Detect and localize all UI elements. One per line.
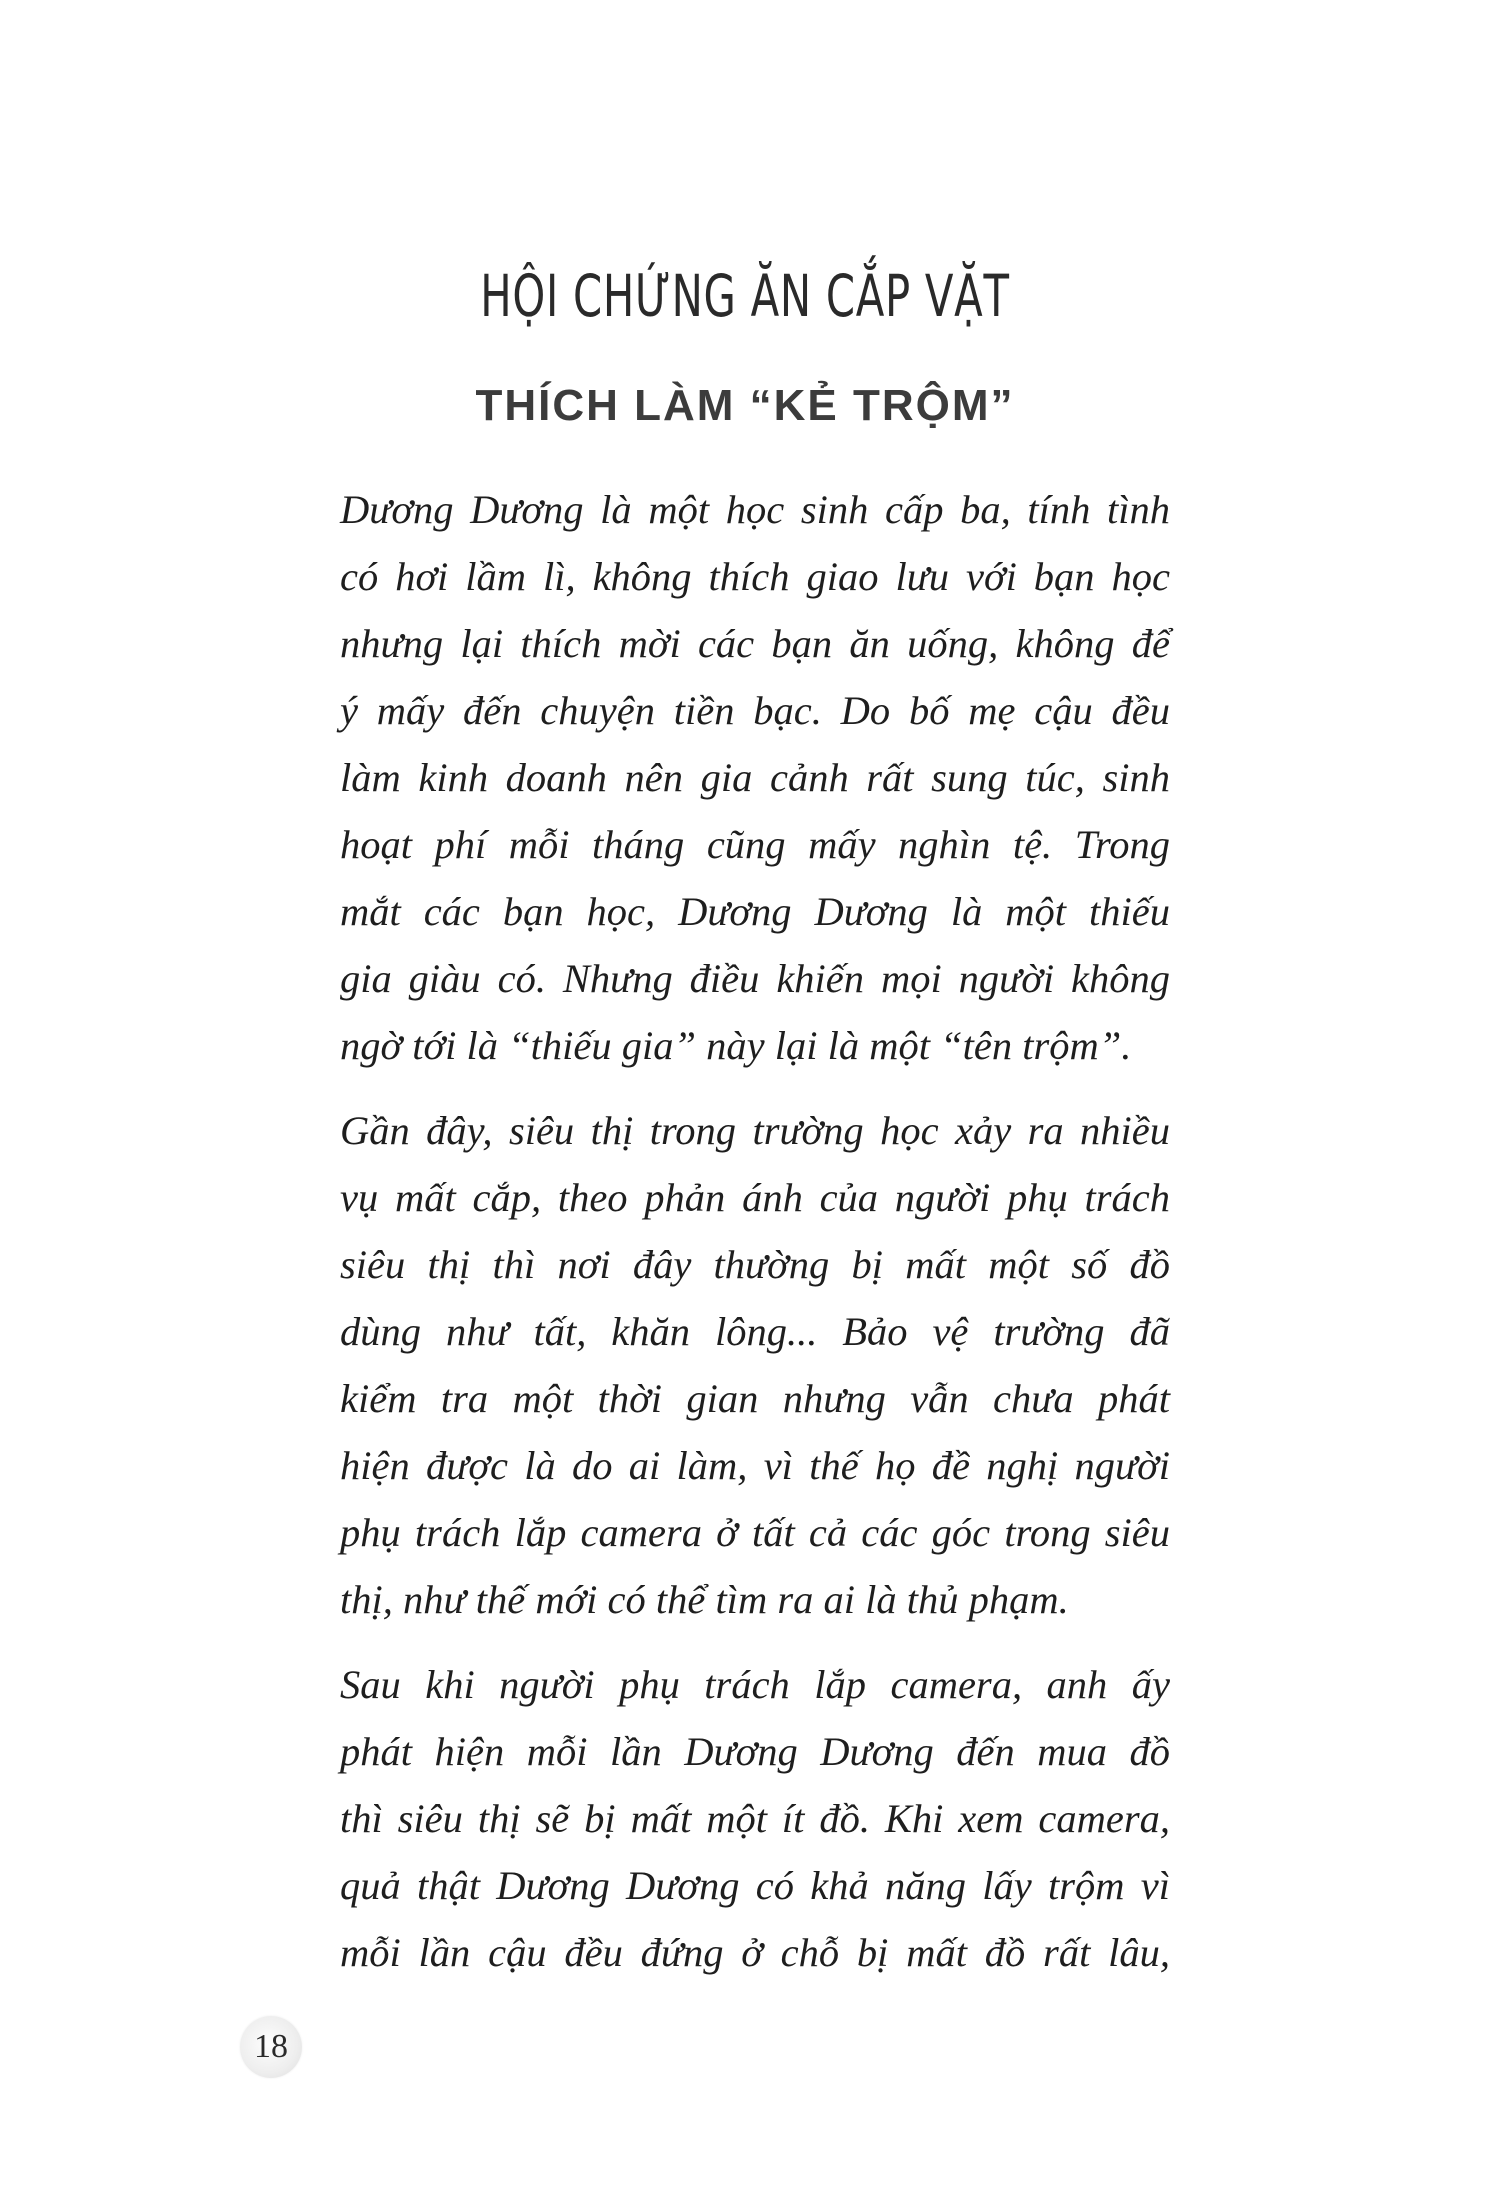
text-line: có hơi lầm lì, không thích giao lưu với bạn học bbox=[340, 554, 1170, 599]
text-line: thị, như thế mới có thể tìm ra ai là thủ phạm. bbox=[340, 1577, 1069, 1622]
text-line: dùng như tất, khăn lông... Bảo vệ trường đã bbox=[340, 1309, 1170, 1354]
text-line: mỗi lần cậu đều đứng ở chỗ bị mất đồ rất lâu, bbox=[340, 1930, 1170, 1975]
text-line: Dương Dương là một học sinh cấp ba, tính tình bbox=[340, 487, 1170, 532]
text-line: ngờ tới là “thiếu gia” này lại là một “tên trộm”. bbox=[340, 1023, 1132, 1068]
text-line: thì siêu thị sẽ bị mất một ít đồ. Khi xem camera, bbox=[340, 1796, 1170, 1841]
chapter-title: HỘI CHỨNG ĂN CẮP VẶT bbox=[480, 262, 1010, 330]
page-number: 18 bbox=[254, 2028, 288, 2065]
text-line: phát hiện mỗi lần Dương Dương đến mua đồ bbox=[340, 1729, 1170, 1774]
text-line: phụ trách lắp camera ở tất cả các góc trong siêu bbox=[340, 1510, 1170, 1555]
text-line: hoạt phí mỗi tháng cũng mấy nghìn tệ. Trong bbox=[340, 822, 1170, 867]
body-text bbox=[340, 476, 1170, 1986]
text-line: kiểm tra một thời gian nhưng vẫn chưa phát bbox=[340, 1376, 1170, 1421]
chapter-subtitle: THÍCH LÀM “KẺ TRỘM” bbox=[475, 381, 1015, 430]
text-line: vụ mất cắp, theo phản ánh của người phụ trách bbox=[340, 1175, 1170, 1220]
text-line: ý mấy đến chuyện tiền bạc. Do bố mẹ cậu đều bbox=[340, 688, 1170, 733]
paragraph-3 bbox=[340, 1651, 1170, 1986]
text-line: hiện được là do ai làm, vì thế họ đề nghị người bbox=[340, 1443, 1170, 1488]
text-line: siêu thị thì nơi đây thường bị mất một số đồ bbox=[340, 1242, 1170, 1287]
paragraph-2 bbox=[340, 1097, 1170, 1633]
text-line: mắt các bạn học, Dương Dương là một thiếu bbox=[340, 889, 1170, 934]
text-line: gia giàu có. Nhưng điều khiến mọi người không bbox=[340, 956, 1170, 1001]
text-line: quả thật Dương Dương có khả năng lấy trộm vì bbox=[340, 1863, 1170, 1908]
text-line: Sau khi người phụ trách lắp camera, anh ấy bbox=[340, 1662, 1170, 1707]
text-line: nhưng lại thích mời các bạn ăn uống, không để bbox=[340, 621, 1170, 666]
text-line: làm kinh doanh nên gia cảnh rất sung túc, sinh bbox=[340, 755, 1170, 800]
text-line: Gần đây, siêu thị trong trường học xảy ra nhiều bbox=[340, 1108, 1170, 1153]
paragraph-1 bbox=[340, 476, 1170, 1079]
